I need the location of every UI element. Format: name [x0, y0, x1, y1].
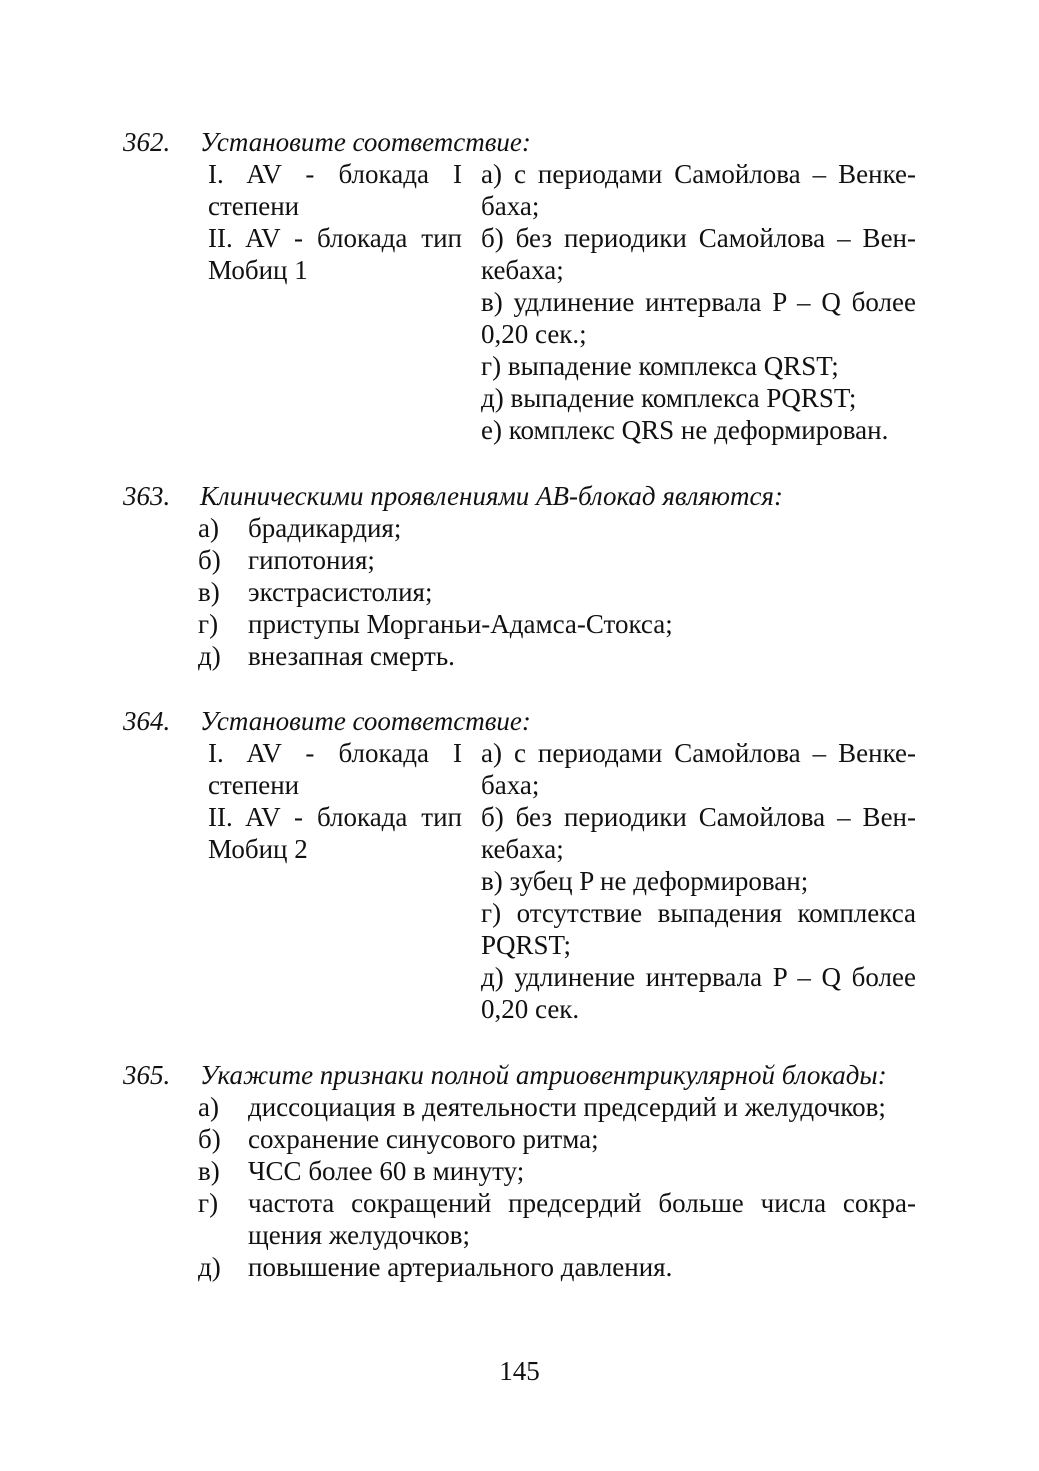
option-text: сохранение синусового ритма;: [248, 1124, 599, 1154]
option-letter: б): [198, 545, 221, 575]
left-item: II. AV - блокада тип Мобиц 1: [208, 223, 462, 285]
right-item: а) с периодами Самойлова – Венке- баха;: [481, 159, 916, 221]
question-number: 363.: [123, 481, 171, 511]
option-text: повышение артериального давления.: [248, 1252, 673, 1282]
option-letter: д): [198, 641, 221, 671]
question-prompt: Установите соответствие:: [200, 127, 531, 157]
matching-table: [0, 737, 1039, 1025]
question-prompt: Укажите признаки полной атриовентрикулярной блокады:: [200, 1060, 887, 1090]
right-item: г) выпадение комплекса QRST;: [481, 351, 839, 381]
answer-option: [0, 1155, 1039, 1187]
answer-option: [0, 640, 1039, 672]
option-text: частота сокращений предсердий больше числа сокра- щения желудочков;: [248, 1188, 916, 1250]
answer-option: [0, 576, 1039, 608]
option-text: гипотония;: [248, 545, 375, 575]
answer-option: [0, 1251, 1039, 1283]
question-362: [0, 126, 1039, 446]
page-number: 145: [499, 1356, 540, 1386]
right-item: е) комплекс QRS не деформирован.: [481, 415, 889, 445]
question-header: [0, 705, 1039, 737]
question-363: [0, 480, 1039, 672]
right-item: г) отсутствие выпадения комплекса PQRST;: [481, 898, 916, 960]
option-letter: в): [198, 577, 220, 607]
option-letter: а): [198, 513, 219, 543]
matching-left-column: [208, 737, 462, 865]
left-item: I. AV - блокада I степени: [208, 738, 462, 800]
right-item: б) без периодики Самойлова – Вен- кебаха;: [481, 223, 916, 285]
question-header: [0, 126, 1039, 158]
right-item: б) без периодики Самойлова – Вен- кебаха;: [481, 802, 916, 864]
option-letter: г): [198, 1188, 219, 1218]
question-364: [0, 705, 1039, 1025]
right-item: д) удлинение интервала P – Q более 0,20 сек.: [481, 962, 916, 1024]
question-number: 365.: [123, 1060, 171, 1090]
matching-right-column: [481, 158, 916, 446]
answer-option: [0, 1187, 1039, 1251]
option-text: брадикардия;: [248, 513, 402, 543]
matching-left-column: [208, 158, 462, 286]
left-item: II. AV - блокада тип Мобиц 2: [208, 802, 462, 864]
option-letter: д): [198, 1252, 221, 1282]
option-text: экстрасистолия;: [248, 577, 433, 607]
left-item: I. AV - блокада I степени: [208, 159, 462, 221]
option-text: внезапная смерть.: [248, 641, 455, 671]
option-letter: г): [198, 609, 219, 639]
option-letter: в): [198, 1156, 220, 1186]
answer-option: [0, 1123, 1039, 1155]
answer-option: [0, 512, 1039, 544]
question-prompt: Клиническими проявлениями АВ-блокад являются:: [200, 481, 783, 511]
question-365: [0, 1059, 1039, 1283]
question-number: 364.: [123, 706, 171, 736]
question-header: [0, 480, 1039, 512]
matching-table: [0, 158, 1039, 446]
option-text: ЧСС более 60 в минуту;: [248, 1156, 525, 1186]
option-text: диссоциация в деятельности предсердий и желудочков;: [248, 1092, 886, 1122]
question-number: 362.: [123, 127, 171, 157]
right-item: в) зубец P не деформирован;: [481, 866, 809, 896]
answer-option: [0, 1091, 1039, 1123]
right-item: д) выпадение комплекса PQRST;: [481, 383, 857, 413]
matching-right-column: [481, 737, 916, 1025]
question-prompt: Установите соответствие:: [200, 706, 531, 736]
answer-option: [0, 608, 1039, 640]
right-item: а) с периодами Самойлова – Венке- баха;: [481, 738, 916, 800]
option-letter: б): [198, 1124, 221, 1154]
right-item: в) удлинение интервала P – Q более 0,20 сек.;: [481, 287, 916, 349]
option-text: приступы Морганьи-Адамса-Стокса;: [248, 609, 673, 639]
answer-option: [0, 544, 1039, 576]
option-letter: а): [198, 1092, 219, 1122]
question-header: [0, 1059, 1039, 1091]
